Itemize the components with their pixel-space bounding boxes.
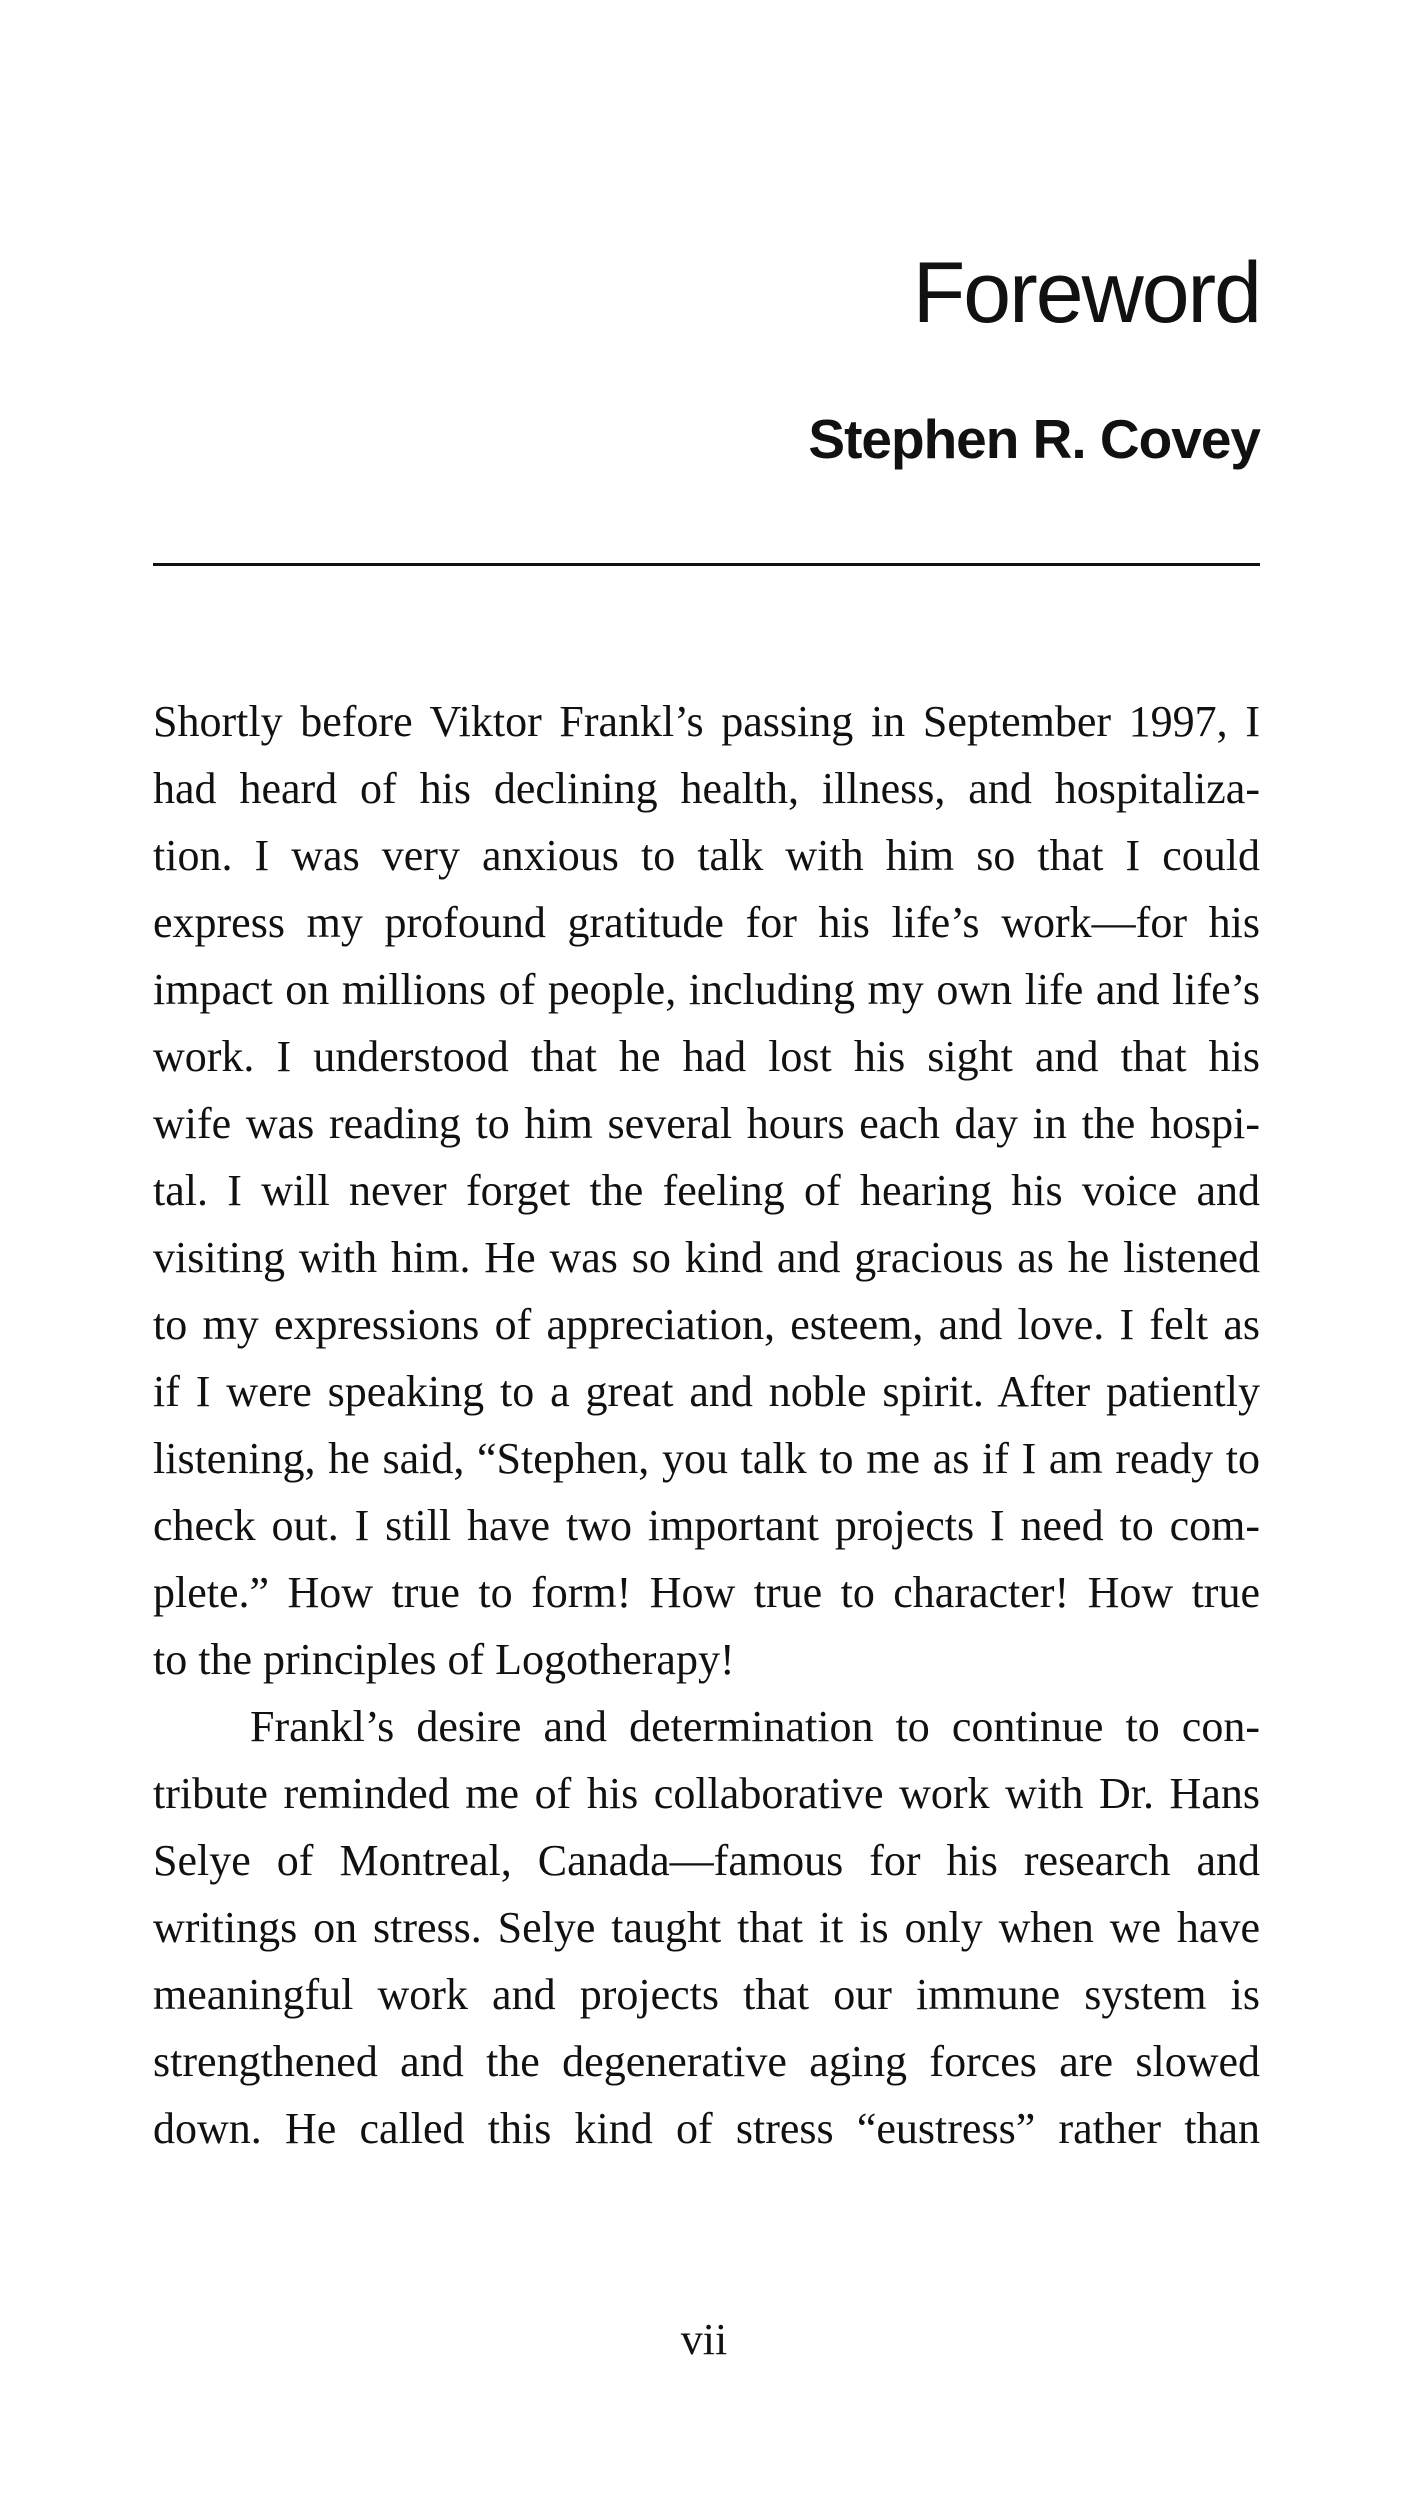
text-line: to my expressions of appreciation, esteem, and love. I felt as — [153, 1300, 1260, 1349]
text-line: express my profound gratitude for his life’s work—for his — [153, 898, 1260, 947]
paragraph-1 — [153, 688, 1260, 1693]
text-line: impact on millions of people, including my own life and life’s — [153, 965, 1260, 1014]
text-line: plete.” How true to form! How true to character! How true — [153, 1568, 1260, 1617]
text-line: Frankl’s desire and determination to continue to con- — [250, 1702, 1260, 1751]
text-line: tribute reminded me of his collaborative work with Dr. Hans — [153, 1769, 1260, 1818]
text-line: meaningful work and projects that our immune system is — [153, 1970, 1260, 2019]
chapter-author: Stephen R. Covey — [808, 408, 1260, 470]
text-line: listening, he said, “Stephen, you talk to me as if I am ready to — [153, 1434, 1260, 1483]
text-line: had heard of his declining health, illness, and hospitaliza- — [153, 764, 1260, 813]
heading-divider — [153, 563, 1260, 566]
text-line: visiting with him. He was so kind and gracious as he listened — [153, 1233, 1260, 1282]
chapter-title: Foreword — [912, 245, 1260, 341]
text-line: if I were speaking to a great and noble spirit. After patiently — [153, 1367, 1260, 1416]
text-line: tion. I was very anxious to talk with him so that I could — [153, 831, 1260, 880]
paragraph-2 — [153, 1693, 1260, 2162]
text-line: Shortly before Viktor Frankl’s passing in September 1997, I — [153, 697, 1260, 746]
text-line: writings on stress. Selye taught that it is only when we have — [153, 1903, 1260, 1952]
text-line: tal. I will never forget the feeling of hearing his voice and — [153, 1166, 1260, 1215]
text-line: work. I understood that he had lost his sight and that his — [153, 1032, 1260, 1081]
text-line: wife was reading to him several hours each day in the hospi- — [153, 1099, 1260, 1148]
text-line: down. He called this kind of stress “eustress” rather than — [153, 2104, 1260, 2153]
text-line: check out. I still have two important projects I need to com- — [153, 1501, 1260, 1550]
page-number: vii — [680, 2315, 728, 2364]
text-line: to the principles of Logotherapy! — [153, 1635, 735, 1684]
text-line: Selye of Montreal, Canada—famous for his research and — [153, 1836, 1260, 1885]
body-text — [153, 688, 1260, 2162]
text-line: strengthened and the degenerative aging forces are slowed — [153, 2037, 1260, 2086]
